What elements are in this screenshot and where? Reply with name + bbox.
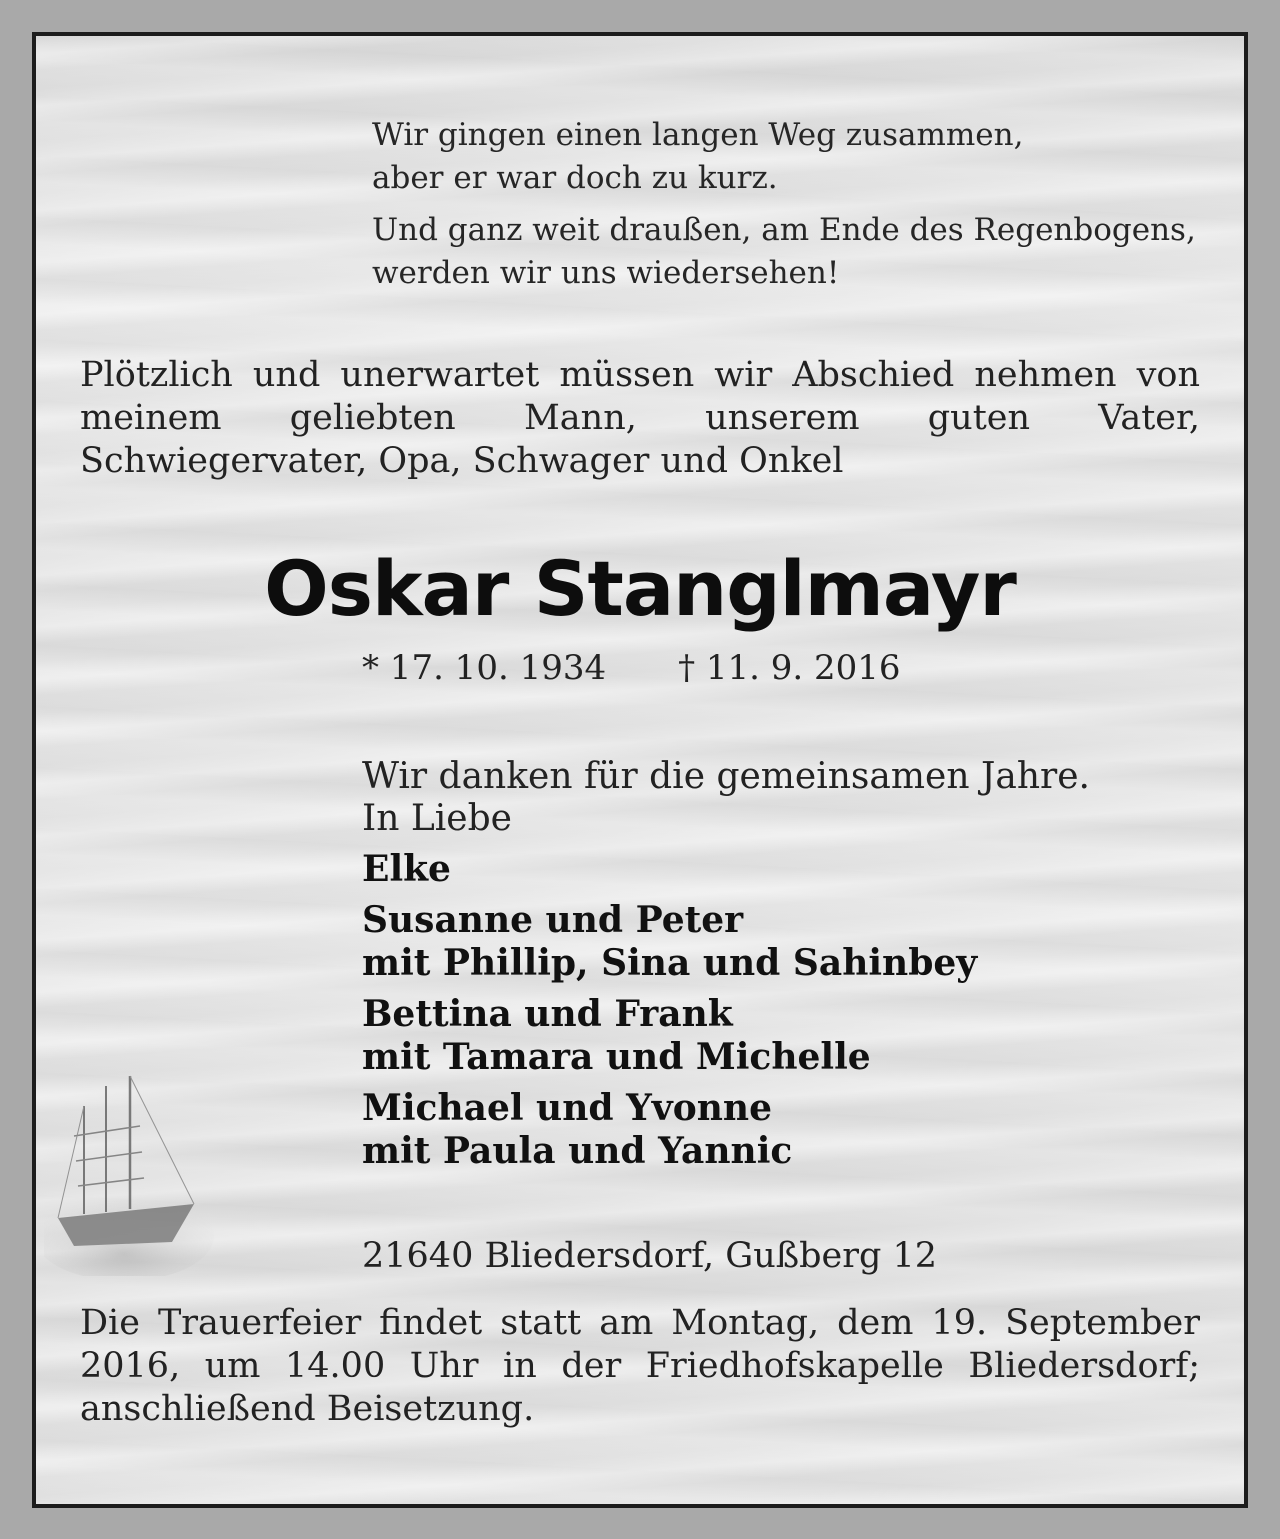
- poem-line: aber er war doch zu kurz.: [372, 160, 778, 196]
- poem: [372, 114, 1222, 304]
- obituary-card: [32, 32, 1248, 1508]
- family-line: Susanne und Peter: [362, 899, 744, 941]
- birth-date: * 17. 10. 1934: [362, 648, 607, 688]
- deceased-name: Oskar Stanglmayr: [264, 544, 1016, 633]
- family-line: Michael und Yvonne: [362, 1087, 772, 1129]
- family-line: mit Tamara und Michelle: [362, 1036, 871, 1078]
- death-date: † 11. 9. 2016: [678, 648, 901, 688]
- thanks-line: Wir danken für die gemeinsamen Jahre.: [362, 756, 1090, 797]
- thanks-text: [362, 756, 1090, 840]
- sailing-ship-icon: [44, 1046, 224, 1276]
- thanks-line: In Liebe: [362, 798, 512, 839]
- poem-stanza-2: [372, 209, 1222, 295]
- life-dates: [362, 648, 901, 688]
- poem-line: Und ganz weit draußen, am Ende des Regenbogens,: [372, 212, 1196, 248]
- funeral-info: Die Trauerfeier findet statt am Montag, dem 19. September 2016, um 14.00 Uhr in der Friedhofskapelle Bliedersdorf; anschließend Beisetzung.: [80, 1303, 1200, 1429]
- family-group: [362, 899, 977, 985]
- poem-line: werden wir uns wiedersehen!: [372, 255, 840, 291]
- family-list: [362, 848, 977, 1181]
- family-group: [362, 1087, 977, 1173]
- family-group: [362, 993, 977, 1079]
- family-group: [362, 848, 977, 891]
- family-line: Elke: [362, 848, 451, 890]
- poem-stanza-1: [372, 114, 1222, 200]
- family-line: Bettina und Frank: [362, 993, 733, 1035]
- family-line: mit Paula und Yannic: [362, 1130, 793, 1172]
- intro-text: Plötzlich und unerwartet müssen wir Abschied nehmen von meinem geliebten Mann, unserem guten Vater, Schwiegervater, Opa, Schwager und Onkel: [80, 355, 1200, 481]
- poem-line: Wir gingen einen langen Weg zusammen,: [372, 117, 1024, 153]
- family-line: mit Phillip, Sina und Sahinbey: [362, 942, 978, 984]
- address: 21640 Bliedersdorf, Gußberg 12: [362, 1236, 938, 1276]
